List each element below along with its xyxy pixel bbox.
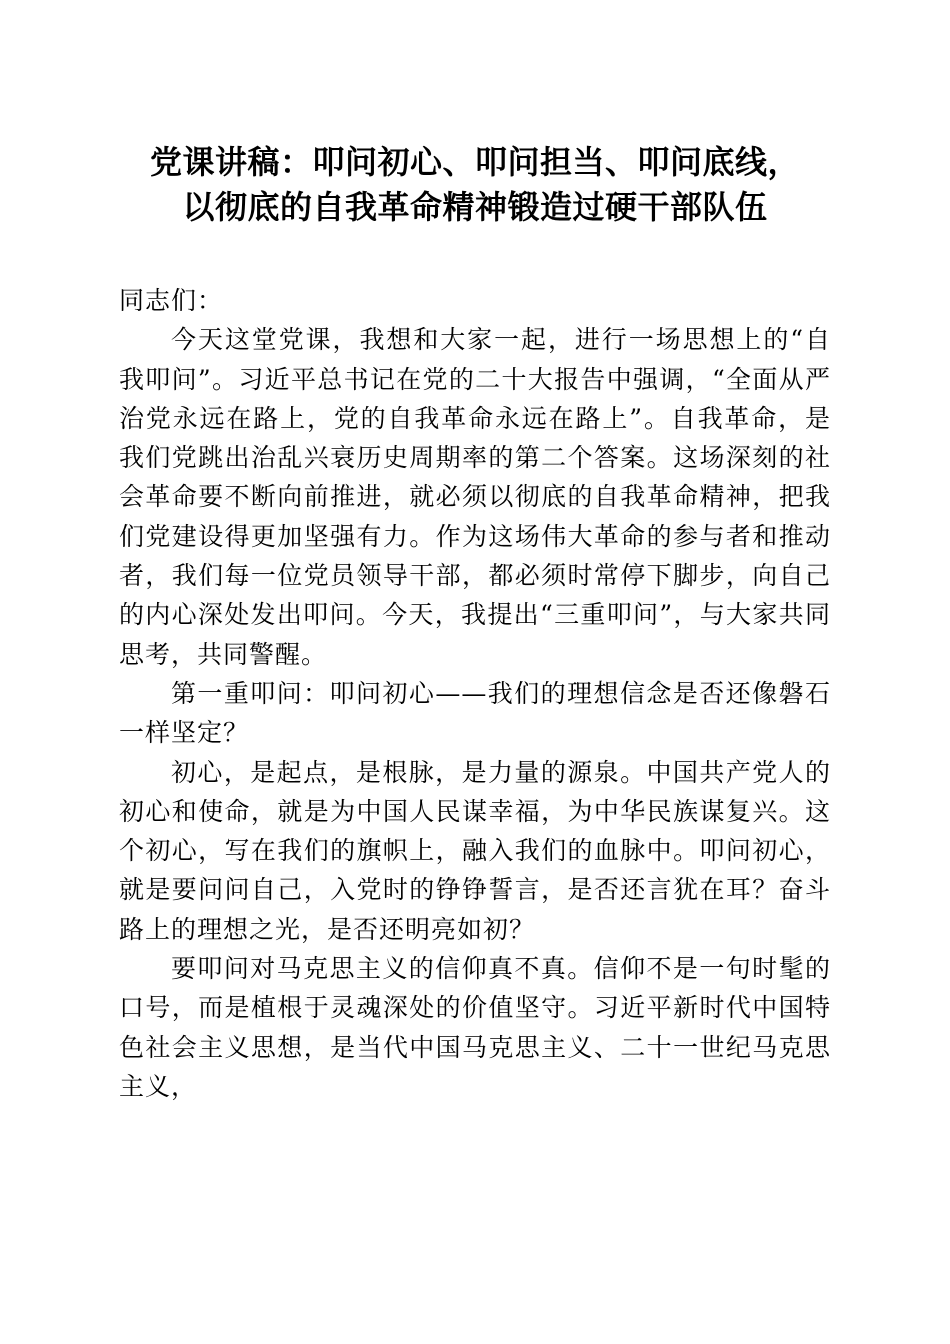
document-title-line-2: 以彻底的自我革命精神锻造过硬干部队伍 bbox=[182, 188, 768, 226]
paragraph-marxism-belief: 要叩问对马克思主义的信仰真不真。信仰不是一句时髦的口号，而是植根于灵魂深处的价值坚守。习近平新时代中国特色社会主义思想，是当代中国马克思主义、二十一世纪马克思主义， bbox=[119, 954, 831, 1101]
paragraph-intro: 今天这堂党课，我想和大家一起，进行一场思想上的“自我叩问”。习近平总书记在党的二十大报告中强调，“全面从严治党永远在路上，党的自我革命永远在路上”。自我革命，是我们党跳出治乱兴衰历史周期率的第二个答案。这场深刻的社会革命要不断向前推进，就必须以彻底的自我革命精神，把我们党建设得更加坚强有力。作为这场伟大革命的参与者和推动者，我们每一位党员领导干部，都必须时常停下脚步，向自己的内心深处发出叩问。今天，我提出“三重叩问”，与大家共同思考，共同警醒。 bbox=[119, 325, 831, 669]
section-heading-first-question: 第一重叩问：叩问初心——我们的理想信念是否还像磐石一样坚定？ bbox=[119, 678, 831, 748]
document-title-line-1: 党课讲稿：叩问初心、叩问担当、叩问底线， bbox=[149, 143, 800, 181]
paragraph-original-aspiration: 初心，是起点，是根脉，是力量的源泉。中国共产党人的初心和使命，就是为中国人民谋幸福，为中华民族谋复兴。这个初心，写在我们的旗帜上，融入我们的血脉中。叩问初心，就是要问问自己，入党时的铮铮誓言，是否还言犹在耳？奋斗路上的理想之光，是否还明亮如初？ bbox=[119, 757, 831, 944]
salutation: 同志们： bbox=[119, 286, 224, 315]
document-body bbox=[119, 281, 831, 1106]
